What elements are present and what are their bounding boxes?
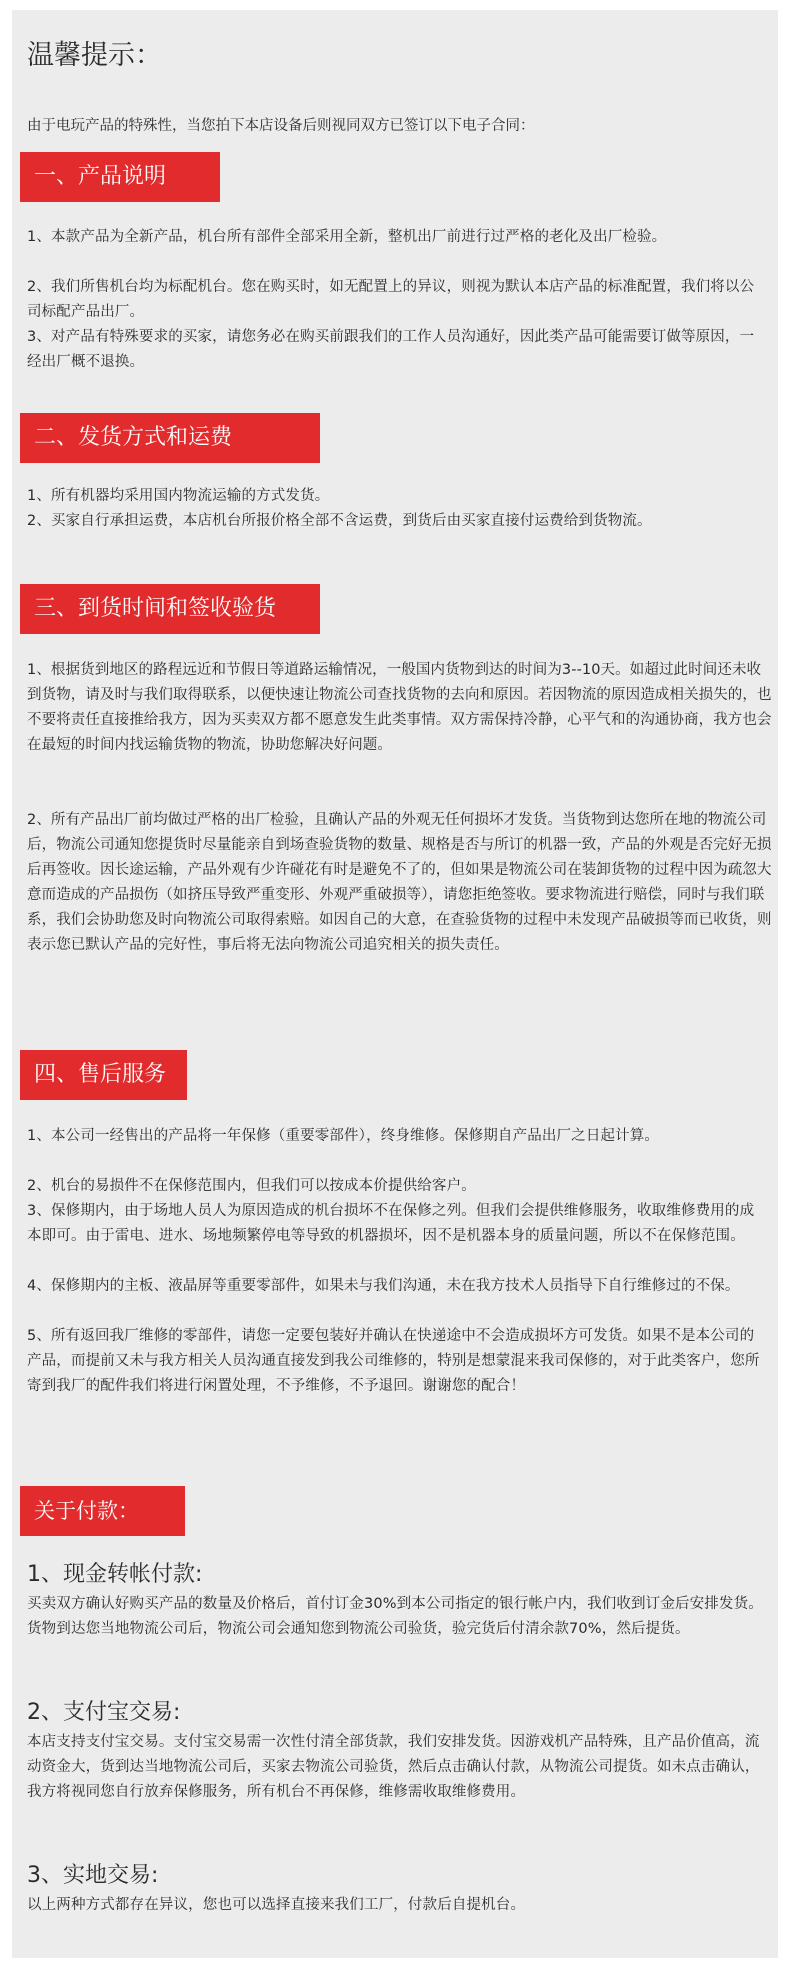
section-heading-shipping: 二、发货方式和运费 xyxy=(20,413,320,463)
payment-method-cash-text: 买卖双方确认好购买产品的数量及价格后，首付订金30%到本公司指定的银行帐户内，我们收到订金后安排发货。货物到达您当地物流公司后，物流公司会通知您到物流公司验货，验完货后付清余款70%，然后提货。 xyxy=(27,1596,763,1637)
section-heading-after-sales: 四、售后服务 xyxy=(20,1050,187,1100)
section-heading-payment: 关于付款： xyxy=(20,1486,185,1536)
product-item-3: 3、对产品有特殊要求的买家，请您务必在购买前跟我们的工作人员沟通好，因此类产品可能需要订做等原因，一经出厂概不退换。 xyxy=(27,329,755,370)
service-item-2: 2、机台的易损件不在保修范围内，但我们可以按成本价提供给客户。 xyxy=(27,1178,476,1194)
service-item-5: 5、所有返回我厂维修的零部件，请您一定要包装好并确认在快递途中不会造成损坏方可发货。如果不是本公司的产品，而提前又未与我方相关人员沟通直接发到我公司维修的，特别是想蒙混来我司保修的，对于此类客户，您所寄到我厂的配件我们将进行闲置处理，不予维修，不予退回。谢谢您的配合！ xyxy=(27,1328,760,1394)
service-item-4: 4、保修期内的主板、液晶屏等重要零部件，如果未与我们沟通，未在我方技术人员指导下自行维修过的不保。 xyxy=(27,1278,740,1294)
payment-method-cash-title: 1、现金转帐付款: xyxy=(27,1562,203,1587)
section-heading-product: 一、产品说明 xyxy=(20,152,220,202)
payment-method-alipay-text: 本店支持支付宝交易。支付宝交易需一次性付清全部货款，我们安排发货。因游戏机产品特殊，且产品价值高，流动资金大，货到达当地物流公司后，买家去物流公司验货，然后点击确认付款，从物流公司提货。如未点击确认，我方将视同您自行放弃保修服务，所有机台不再保修，维修需收取维修费用。 xyxy=(27,1734,760,1800)
section-heading-delivery: 三、到货时间和签收验货 xyxy=(20,584,320,634)
product-item-2: 2、我们所售机台均为标配机台。您在购买时，如无配置上的异议，则视为默认本店产品的标准配置，我们将以公司标配产品出厂。 xyxy=(27,279,755,320)
payment-method-onsite-text: 以上两种方式都存在异议，您也可以选择直接来我们工厂，付款后自提机台。 xyxy=(27,1897,526,1913)
payment-method-onsite-title: 3、实地交易: xyxy=(27,1863,159,1888)
service-item-1: 1、本公司一经售出的产品将一年保修（重要零部件），终身维修。保修期自产品出厂之日起计算。 xyxy=(27,1128,660,1144)
shipping-item-2: 2、买家自行承担运费，本店机台所报价格全部不含运费，到货后由买家直接付运费给到货物流。 xyxy=(27,513,652,529)
notice-panel xyxy=(12,10,778,1958)
product-item-1: 1、本款产品为全新产品，机台所有部件全部采用全新，整机出厂前进行过严格的老化及出厂检验。 xyxy=(27,229,667,245)
service-item-3: 3、保修期内，由于场地人员人为原因造成的机台损坏不在保修之列。但我们会提供维修服务，收取维修费用的成本即可。由于雷电、进水、场地频繁停电等导致的机器损坏，因不是机器本身的质量问题，所以不在保修范围。 xyxy=(27,1203,755,1244)
intro-text: 由于电玩产品的特殊性，当您拍下本店设备后则视同双方已签订以下电子合同： xyxy=(27,118,535,134)
shipping-item-1: 1、所有机器均采用国内物流运输的方式发货。 xyxy=(27,488,330,504)
page-title: 温馨提示： xyxy=(27,40,162,71)
delivery-item-2: 2、所有产品出厂前均做过严格的出厂检验，且确认产品的外观无任何损坏才发货。当货物到达您所在地的物流公司后，物流公司通知您提货时尽量能亲自到场查验货物的数量、规格是否与所订的机器一致，产品的外观是否完好无损后再签收。因长途运输，产品外观有少许碰花有时是避免不了的，但如果是物流公司在装卸货物的过程中因为疏忽大意而造成的产品损伤（如挤压导致严重变形、外观严重破损等），请您拒绝签收。要求物流进行赔偿，同时与我们联系，我们会协助您及时向物流公司取得索赔。如因自己的大意，在查验货物的过程中未发现产品破损等而已收货，则表示您已默认产品的完好性，事后将无法向物流公司追究相关的损失责任。 xyxy=(27,812,772,953)
payment-method-alipay-title: 2、支付宝交易: xyxy=(27,1700,181,1725)
delivery-item-1: 1、根据货到地区的路程远近和节假日等道路运输情况，一般国内货物到达的时间为3--10天。如超过此时间还未收到货物，请及时与我们取得联系，以便快速让物流公司查找货物的去向和原因。若因物流的原因造成相关损失的，也不要将责任直接推给我方，因为买卖双方都不愿意发生此类事情。双方需保持冷静，心平气和的沟通协商，我方也会在最短的时间内找运输货物的物流，协助您解决好问题。 xyxy=(27,662,772,753)
